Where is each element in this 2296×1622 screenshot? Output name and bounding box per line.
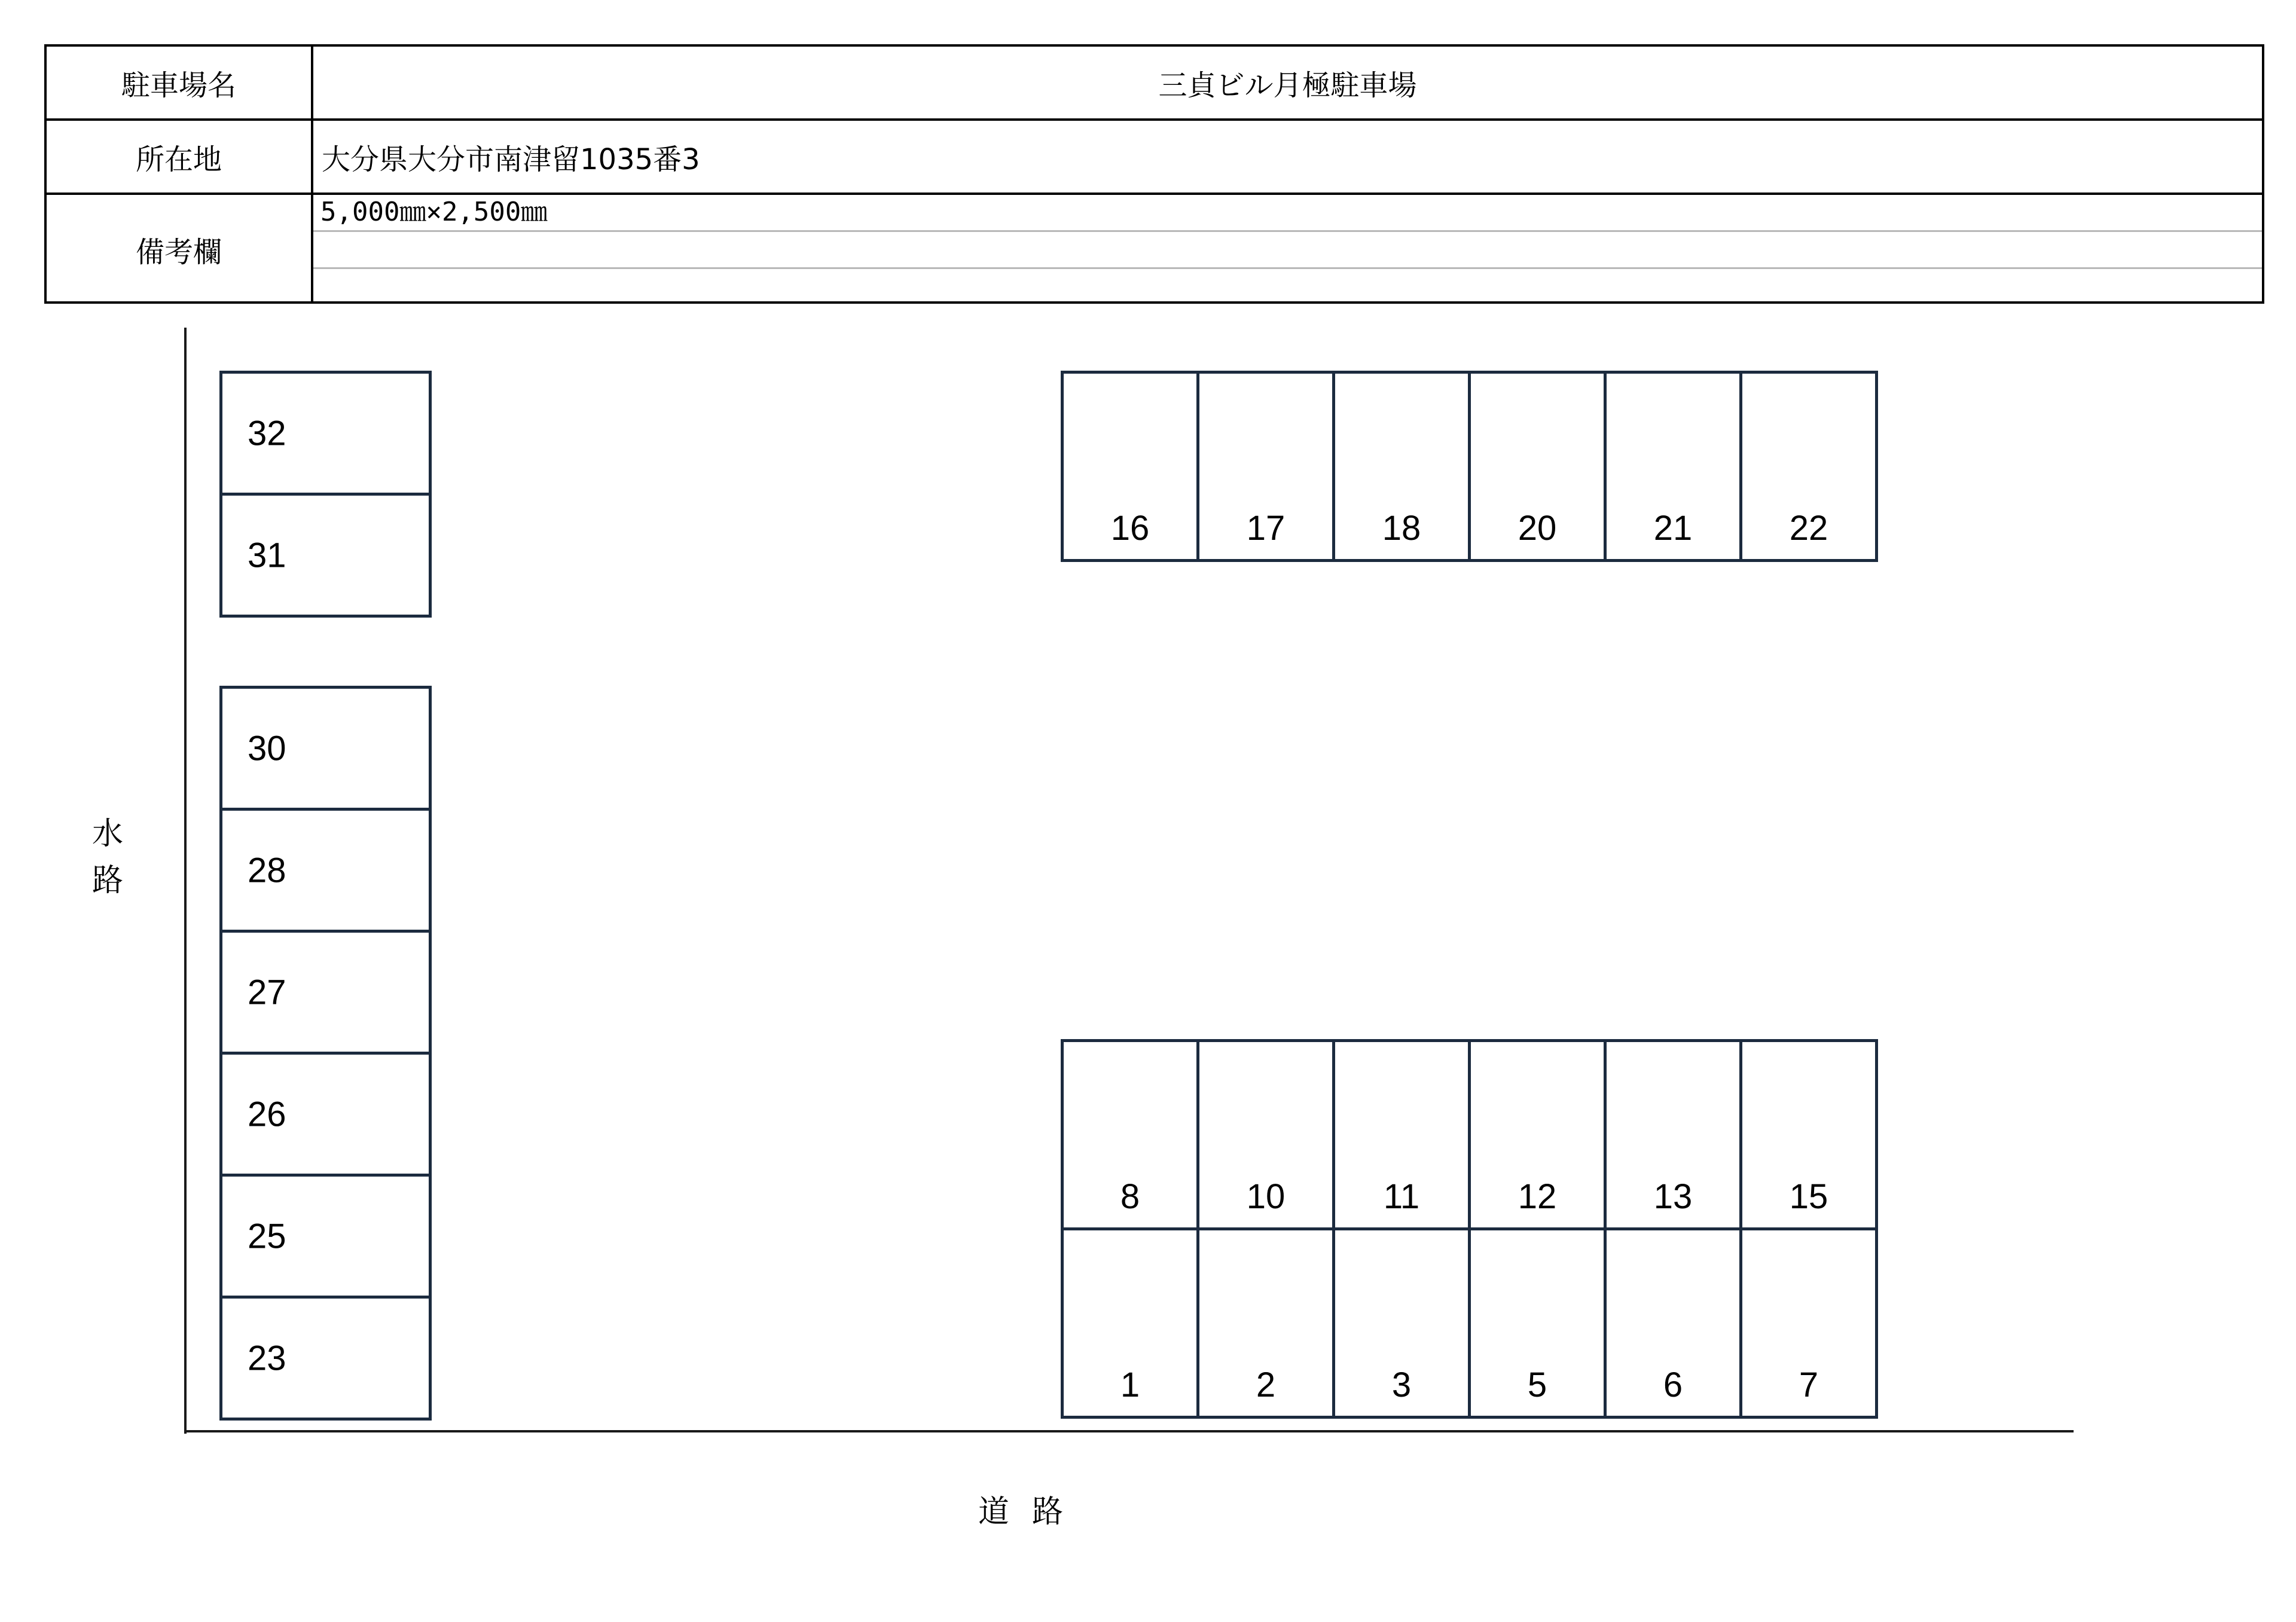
stall-number: 11 bbox=[1383, 1177, 1420, 1216]
parking-stall bbox=[1604, 1039, 1742, 1230]
parking-stall bbox=[1332, 371, 1471, 562]
address-value: 大分県大分市南津留1035番3 bbox=[322, 142, 700, 176]
stall-number: 8 bbox=[1120, 1177, 1140, 1216]
stall-number: 5 bbox=[1527, 1366, 1547, 1404]
parking-stall bbox=[219, 930, 432, 1055]
parking-stall bbox=[1604, 371, 1742, 562]
stall-number: 7 bbox=[1799, 1366, 1819, 1404]
stall-number: 12 bbox=[1518, 1177, 1557, 1216]
parking-stall bbox=[1739, 1227, 1878, 1419]
stall-number: 10 bbox=[1246, 1177, 1286, 1216]
parking-name-value: 三貞ビル月極駐車場 bbox=[1158, 68, 1417, 102]
parking-stall bbox=[219, 1296, 432, 1421]
stall-number: 17 bbox=[1246, 509, 1286, 548]
road-label: 道路 bbox=[978, 1494, 1086, 1530]
waterway-boundary-line bbox=[184, 328, 187, 1434]
remarks-label: 備考欄 bbox=[47, 195, 313, 304]
stall-number: 2 bbox=[1256, 1366, 1276, 1404]
stall-number: 6 bbox=[1663, 1366, 1683, 1404]
parking-stall bbox=[219, 493, 432, 618]
stall-number: 18 bbox=[1382, 509, 1421, 548]
parking-name-label: 駐車場名 bbox=[47, 47, 313, 118]
parking-stall bbox=[219, 1052, 432, 1177]
stall-number: 15 bbox=[1789, 1177, 1828, 1216]
parking-stall bbox=[1468, 1227, 1607, 1419]
parking-stall bbox=[1739, 1039, 1878, 1230]
waterway-label: 水 路 bbox=[91, 816, 123, 899]
stall-number: 25 bbox=[248, 1217, 286, 1256]
parking-stall bbox=[219, 808, 432, 933]
stall-number: 28 bbox=[248, 851, 286, 890]
parking-stall bbox=[219, 686, 432, 811]
parking-stall bbox=[1196, 1039, 1335, 1230]
stall-number: 13 bbox=[1653, 1177, 1693, 1216]
stall-number: 1 bbox=[1120, 1366, 1140, 1404]
parking-stall bbox=[1061, 1227, 1199, 1419]
parking-stall bbox=[1332, 1227, 1471, 1419]
address-label: 所在地 bbox=[47, 121, 313, 193]
parking-stall bbox=[1604, 1227, 1742, 1419]
parking-stall bbox=[1332, 1039, 1471, 1230]
stall-number: 30 bbox=[248, 729, 286, 768]
parking-stall bbox=[219, 371, 432, 496]
road-boundary-line bbox=[184, 1430, 2074, 1432]
stall-number: 21 bbox=[1653, 509, 1693, 548]
stall-number: 31 bbox=[248, 536, 286, 575]
stall-number: 26 bbox=[248, 1095, 286, 1134]
parking-stall bbox=[1061, 371, 1199, 562]
parking-stall bbox=[219, 1174, 432, 1299]
parking-stall bbox=[1196, 1227, 1335, 1419]
parking-stall bbox=[1468, 371, 1607, 562]
stall-number: 32 bbox=[248, 414, 286, 453]
parking-stall bbox=[1196, 371, 1335, 562]
stall-number: 23 bbox=[248, 1339, 286, 1377]
parking-stall bbox=[1468, 1039, 1607, 1230]
stall-number: 3 bbox=[1391, 1366, 1412, 1404]
parking-stall bbox=[1061, 1039, 1199, 1230]
stall-number: 27 bbox=[248, 973, 286, 1012]
parking-stall bbox=[1739, 371, 1878, 562]
stall-number: 20 bbox=[1518, 509, 1557, 548]
stall-number: 22 bbox=[1789, 509, 1828, 548]
remarks-line: 5,000㎜×2,500㎜ bbox=[313, 195, 2262, 232]
stall-number: 16 bbox=[1110, 509, 1150, 548]
